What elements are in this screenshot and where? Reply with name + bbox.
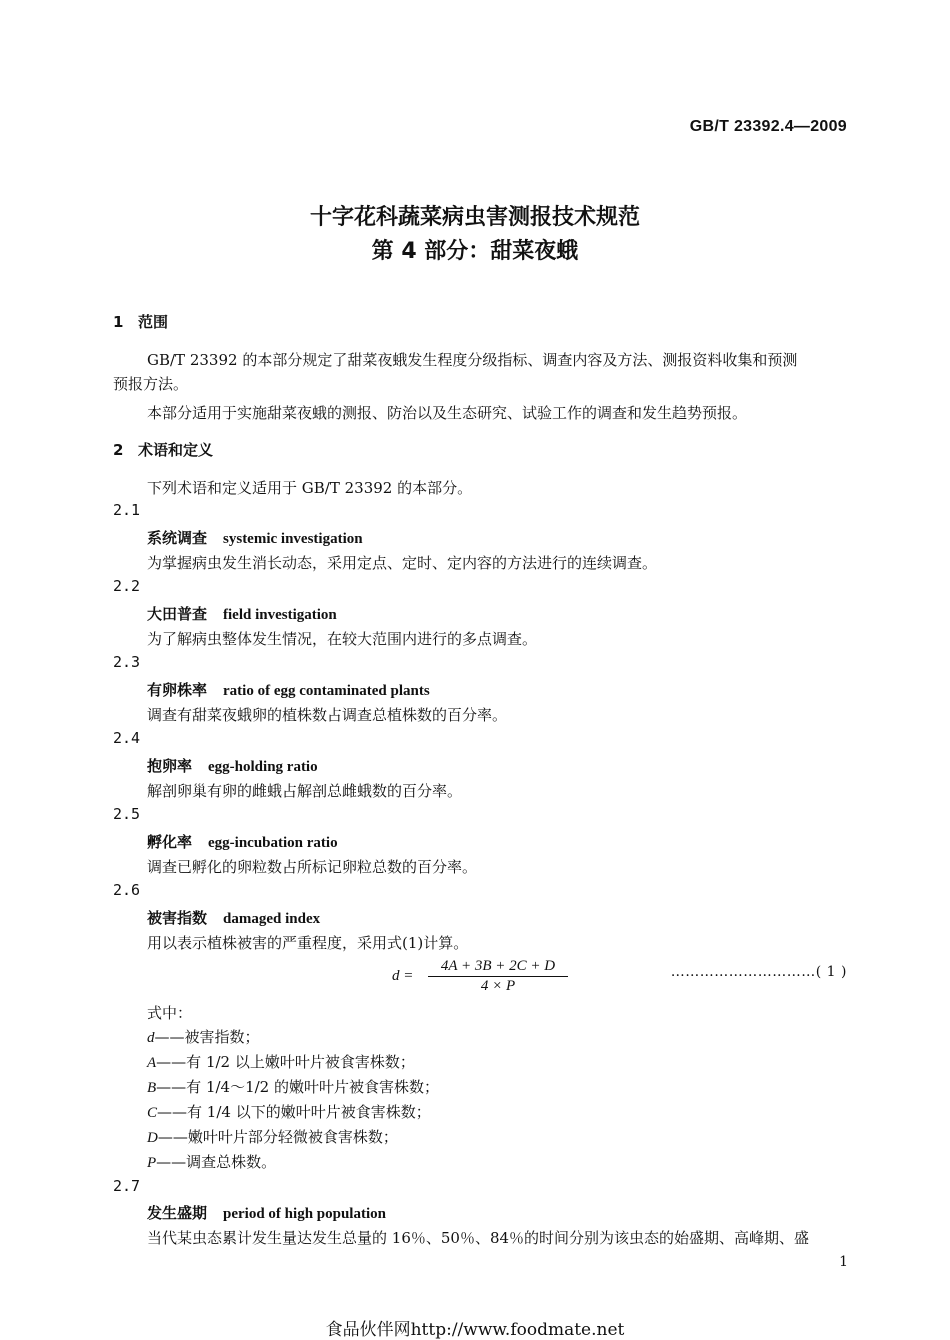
document-title: 十字花科蔬菜病虫害测报技术规范 bbox=[309, 205, 640, 230]
variable-description: ——有 1/2 以上嫩叶叶片被食害株数； bbox=[156, 1053, 415, 1071]
term-number: 2.3 bbox=[113, 653, 141, 671]
variable-symbol: C bbox=[147, 1105, 158, 1121]
scope-paragraph-line2: 预报方法。 bbox=[113, 375, 189, 393]
term-en: damaged index bbox=[223, 911, 321, 927]
variable-description: ——有 1/4 以下的嫩叶叶片被食害株数； bbox=[157, 1103, 431, 1121]
equation-label: ( 1 ) bbox=[815, 964, 847, 980]
scope-paragraph-2: 本部分适用于实施甜菜夜蛾的测报、防治以及生态研究、试验工作的调查和发生趋势预报。 bbox=[147, 404, 748, 422]
section-2-heading bbox=[113, 439, 213, 460]
term-en: field investigation bbox=[223, 607, 337, 623]
formula-fraction bbox=[428, 958, 568, 995]
term-number: 2.2 bbox=[113, 577, 141, 595]
where-label: 式中： bbox=[147, 1004, 193, 1022]
term-definition: 用以表示植株被害的严重程度，采用式(1)计算。 bbox=[147, 934, 469, 952]
section-title: 范围 bbox=[138, 313, 169, 331]
term-number: 2.5 bbox=[113, 805, 141, 823]
equation-leader: ………………………… bbox=[670, 964, 816, 980]
term-heading bbox=[147, 603, 337, 624]
term-zh: 大田普查 bbox=[147, 605, 208, 623]
formula-numerator: 4A + 3B + 2C + D bbox=[428, 958, 568, 977]
term-definition: 解剖卵巢有卵的雌蛾占解剖总雌蛾数的百分率。 bbox=[147, 782, 463, 800]
term-zh: 孵化率 bbox=[147, 833, 193, 851]
formula-lhs: d = bbox=[392, 968, 414, 984]
term-heading bbox=[147, 1202, 386, 1223]
term-heading bbox=[147, 679, 430, 700]
variable-symbol: A bbox=[147, 1055, 157, 1071]
term-heading bbox=[147, 831, 338, 852]
term-definition: 调查已孵化的卵粒数占所标记卵粒总数的百分率。 bbox=[147, 858, 478, 876]
variable-definition bbox=[147, 1151, 276, 1172]
section-1-heading bbox=[113, 311, 168, 332]
variable-description: ——有 1/4～1/2 的嫩叶叶片被食害株数； bbox=[156, 1078, 439, 1096]
watermark-footer: 食品伙伴网http://www.foodmate.net bbox=[325, 1320, 625, 1340]
variable-description: ——调查总株数。 bbox=[156, 1153, 277, 1171]
variable-definition bbox=[147, 1051, 415, 1072]
term-heading bbox=[147, 527, 363, 548]
term-number: 2.6 bbox=[113, 881, 141, 899]
term-zh: 系统调查 bbox=[147, 529, 208, 547]
standard-code: GB/T 23392.4—2009 bbox=[689, 118, 847, 135]
page-number: 1 bbox=[839, 1254, 848, 1270]
term-definition: 调查有甜菜夜蛾卵的植株数占调查总植株数的百分率。 bbox=[147, 706, 508, 724]
scope-paragraph-line1: GB/T 23392 的本部分规定了甜菜夜蛾发生程度分级指标、调查内容及方法、测报资料收集和预测 bbox=[147, 351, 798, 369]
formula-denominator: 4 × P bbox=[480, 978, 516, 994]
term-definition: 为了解病虫整体发生情况，在较大范围内进行的多点调查。 bbox=[147, 630, 538, 648]
term-zh: 抱卵率 bbox=[147, 757, 193, 775]
variable-definition bbox=[147, 1101, 431, 1122]
term-en: period of high population bbox=[223, 1206, 386, 1222]
term-number: 2.7 bbox=[113, 1177, 141, 1195]
term-zh: 被害指数 bbox=[147, 909, 208, 927]
variable-definition bbox=[147, 1126, 398, 1147]
term-zh: 有卵株率 bbox=[147, 681, 208, 699]
variable-symbol: d bbox=[147, 1030, 155, 1046]
variable-symbol: P bbox=[147, 1155, 157, 1171]
variable-symbol: B bbox=[147, 1080, 157, 1096]
term-heading bbox=[147, 907, 320, 928]
term-number: 2.4 bbox=[113, 729, 141, 747]
terms-intro: 下列术语和定义适用于 GB/T 23392 的本部分。 bbox=[147, 479, 473, 497]
equation-number bbox=[671, 964, 847, 980]
variable-definition bbox=[147, 1076, 439, 1097]
section-number: 2 bbox=[113, 441, 124, 459]
section-number: 1 bbox=[113, 313, 124, 331]
variable-description: ——被害指数； bbox=[154, 1028, 260, 1046]
term-zh: 发生盛期 bbox=[147, 1204, 208, 1222]
section-title: 术语和定义 bbox=[138, 441, 214, 459]
term-en: egg-holding ratio bbox=[208, 759, 318, 775]
term-definition: 当代某虫态累计发生量达发生总量的 16％、50％、84％的时间分别为该虫态的始盛期、高峰期、盛 bbox=[147, 1229, 810, 1247]
document-subtitle: 第 4 部分：甜菜夜蛾 bbox=[371, 239, 579, 264]
term-heading bbox=[147, 755, 318, 776]
term-definition: 为掌握病虫发生消长动态，采用定点、定时、定内容的方法进行的连续调查。 bbox=[147, 554, 658, 572]
term-en: egg-incubation ratio bbox=[208, 835, 338, 851]
term-en: systemic investigation bbox=[223, 531, 363, 547]
variable-description: ——嫩叶叶片部分轻微被食害株数； bbox=[157, 1128, 398, 1146]
variable-symbol: D bbox=[147, 1130, 158, 1146]
term-en: ratio of egg contaminated plants bbox=[223, 683, 430, 699]
term-number: 2.1 bbox=[113, 501, 141, 519]
variable-definition bbox=[147, 1026, 260, 1047]
